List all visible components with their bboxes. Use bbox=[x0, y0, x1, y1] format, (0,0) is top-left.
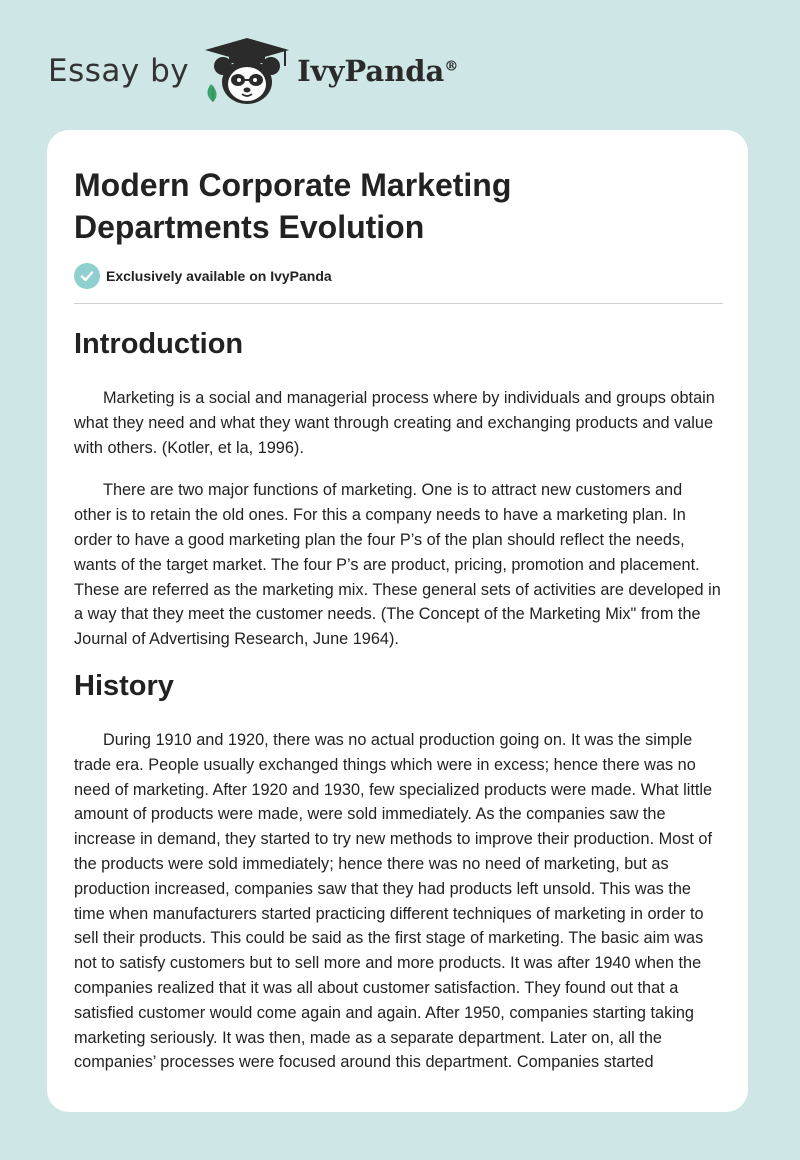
badge-label: Exclusively available on IvyPanda bbox=[106, 268, 332, 284]
essay-by-label: Essay by bbox=[48, 53, 190, 89]
paragraph: During 1910 and 1920, there was no actual production going on. It was the simple trade era. People usually exchanged things which were in excess; hence there was no need of marketing. After 1920 and 1930, few specialized products were made. What little amount of products were made, were sold immediately. As the companies saw the increase in demand, they started to try new methods to improve their production. Most of the products were sold immediately; hence there was no need of marketing, but as production increased, companies saw that they had products left unsold. This was the time when manufacturers started practicing different techniques of marketing in order to sell their products. This could be said as the first stage of marketing. The basic aim was not to satisfy customers but to sell more and more products. It was after 1940 when the companies realized that it was all about customer satisfaction. They found out that a satisfied customer would come again and again. After 1950, companies starting taking marketing seriously. It was then, made as a separate department. Later on, all the companies’ processes were focused around this department. Companies started bbox=[74, 730, 713, 1072]
paragraph: Marketing is a social and managerial process where by individuals and groups obtain what they need and what they want through creating and exchanging products and value with others. (Kotler, et la, 1996). bbox=[74, 389, 715, 457]
site-header bbox=[48, 36, 458, 106]
essay-card bbox=[47, 130, 748, 1112]
divider bbox=[74, 303, 723, 304]
paragraph: There are two major functions of marketing. One is to attract new customers and other is to retain the old ones. For this a company needs to have a marketing plan. In order to have a good marketing plan the four P’s of the plan should reflect the needs, wants of the target market. The four P’s are product, pricing, promotion and placement. These are referred as the marketing mix. These general sets of activities are developed in a way that they meet the customer needs. (The Concept of the Marketing Mix" from the Journal of Advertising Research, June 1964). bbox=[74, 481, 721, 649]
exclusive-badge bbox=[74, 263, 332, 289]
brand-name[interactable]: IvyPanda® bbox=[297, 54, 459, 88]
page-title: Modern Corporate Marketing Departments Evolution bbox=[74, 167, 512, 245]
section-heading-history: History bbox=[74, 669, 174, 702]
check-icon bbox=[74, 263, 100, 289]
section-heading-introduction: Introduction bbox=[74, 328, 244, 360]
ivypanda-logo-icon[interactable] bbox=[201, 36, 293, 106]
article-body bbox=[74, 322, 723, 1075]
